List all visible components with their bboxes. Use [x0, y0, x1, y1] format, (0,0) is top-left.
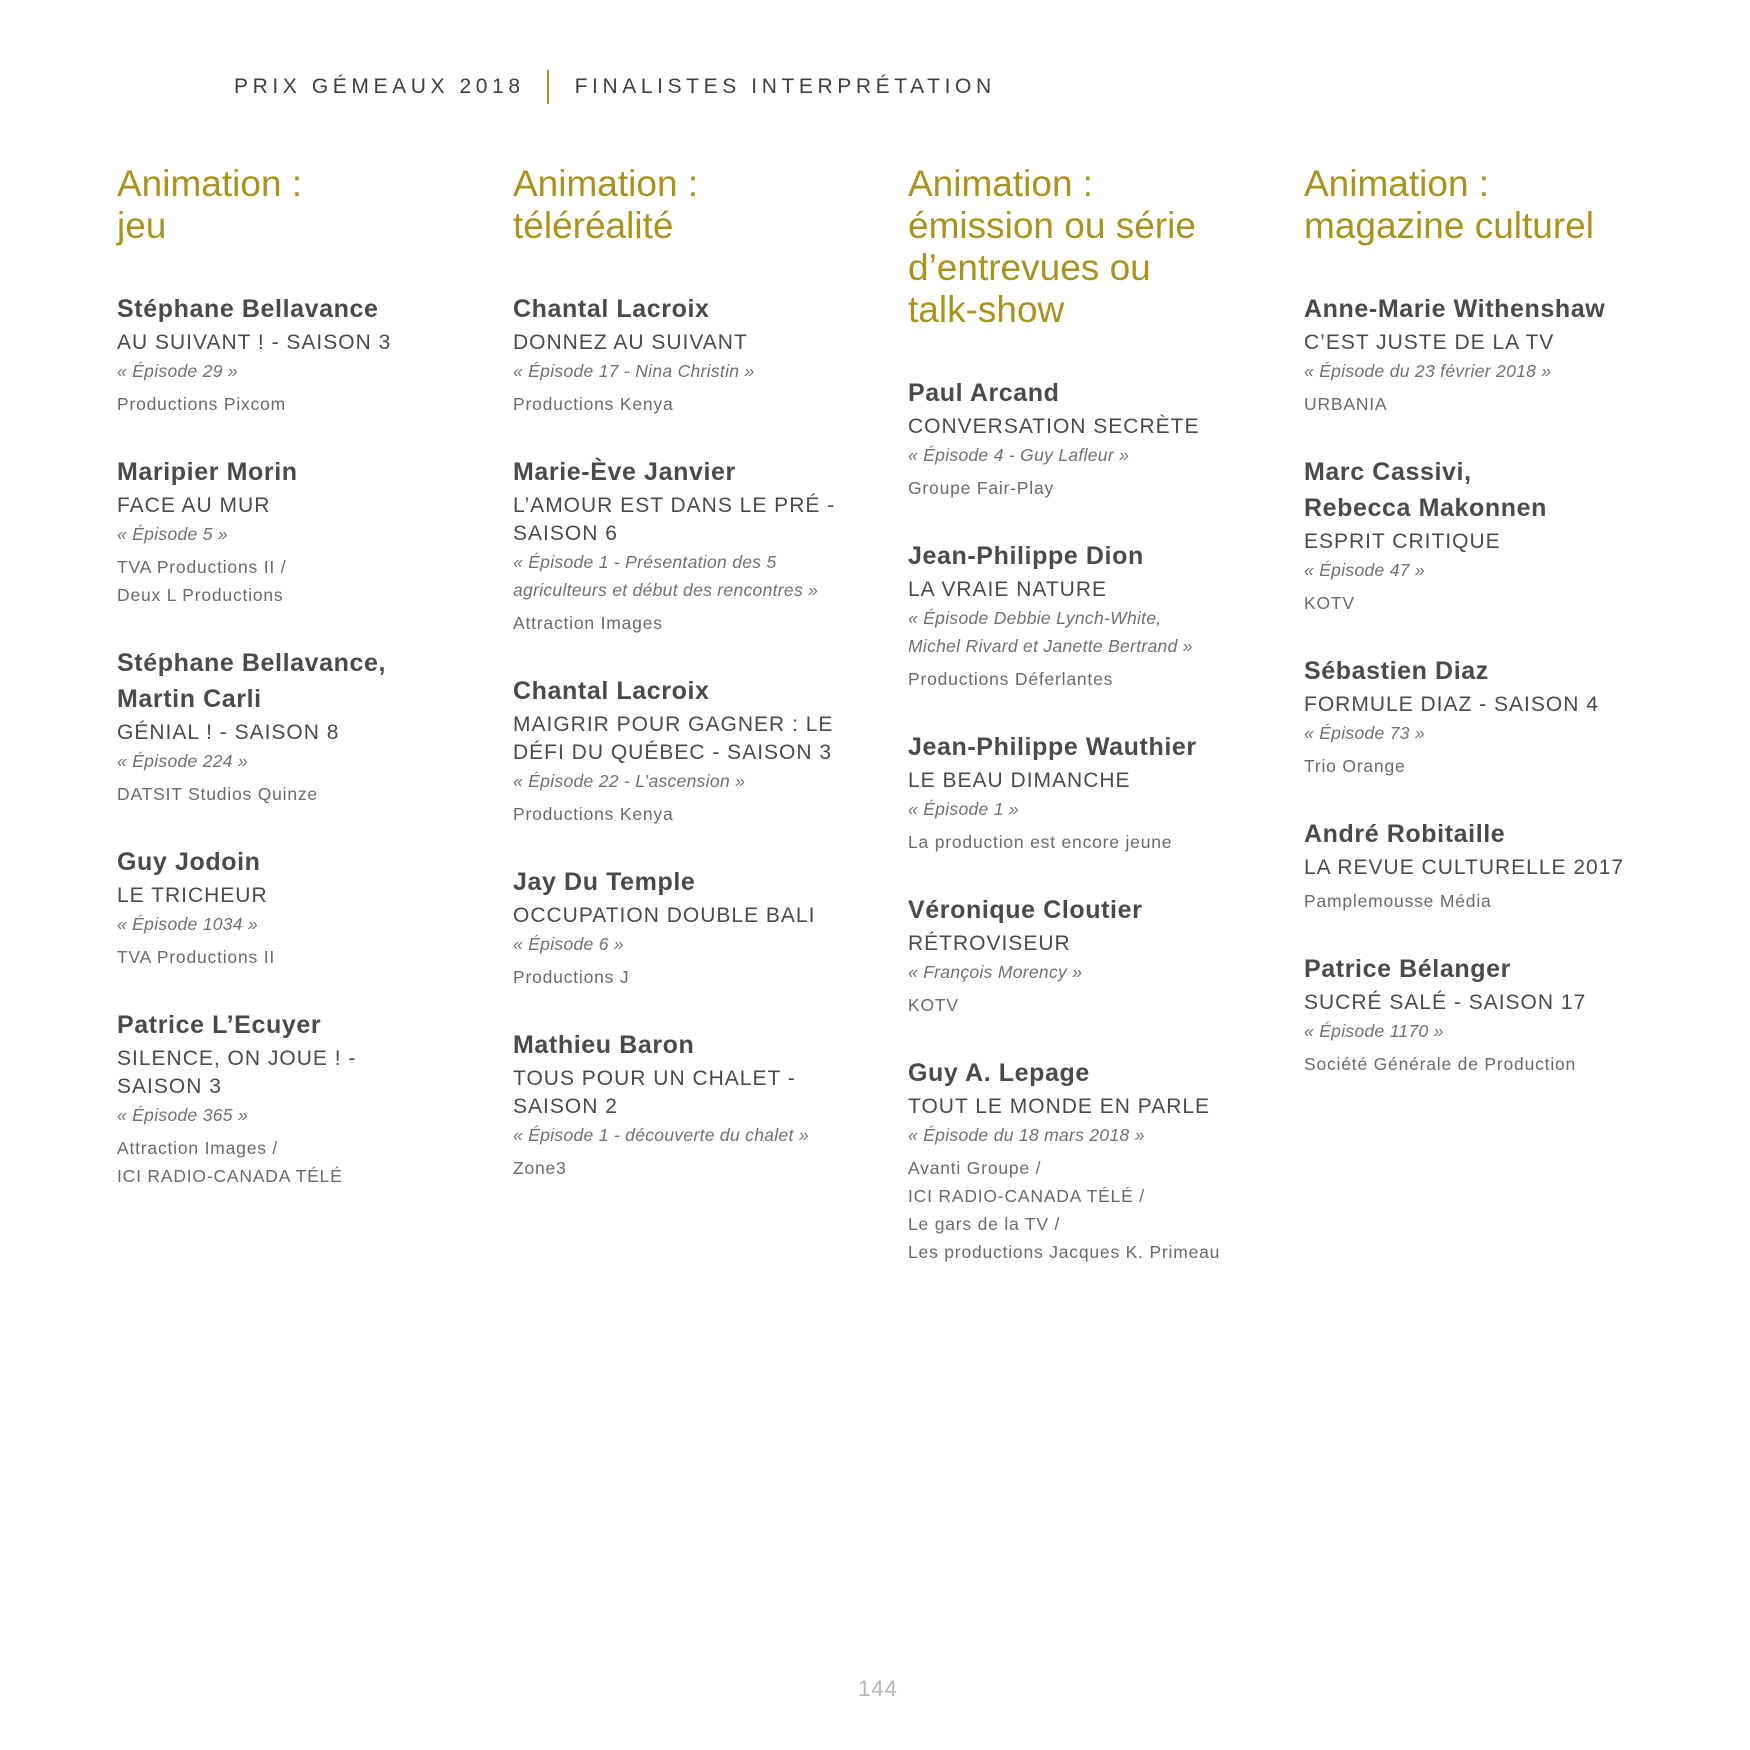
- finalist-name: Sébastien Diaz: [1304, 657, 1489, 685]
- finalist-entry: [1304, 816, 1684, 915]
- episode-title-line: « Épisode 1034 »: [117, 914, 259, 934]
- finalist-name: Jean-Philippe Wauthier: [908, 733, 1197, 761]
- show-title: [513, 492, 893, 548]
- episode-title-line: « Épisode 73 »: [1304, 723, 1425, 743]
- episode-title: [908, 958, 1288, 986]
- production-line: La production est encore jeune: [908, 832, 1173, 852]
- finalist-entry: [117, 844, 497, 971]
- production-line: Zone3: [513, 1158, 567, 1178]
- show-title: [908, 930, 1288, 958]
- production-company: [117, 390, 497, 418]
- finalist-entry: [117, 454, 497, 609]
- finalist-entry: [908, 729, 1288, 856]
- production-line: ICI RADIO-CANADA TÉLÉ: [117, 1166, 343, 1186]
- episode-title: [513, 1121, 893, 1149]
- show-title-line: GÉNIAL ! - SAISON 8: [117, 721, 340, 744]
- episode-title-line: « Épisode 22 - L’ascension »: [513, 771, 746, 791]
- show-title-line: SUCRÉ SALÉ - SAISON 17: [1304, 991, 1587, 1014]
- production-line: Attraction Images /: [117, 1138, 279, 1158]
- category-title-line: Animation :: [513, 163, 699, 204]
- production-company: [1304, 589, 1684, 617]
- episode-title-line: agriculteurs et début des rencontres »: [513, 580, 819, 600]
- production-line: Le gars de la TV /: [908, 1214, 1061, 1234]
- production-line: KOTV: [1304, 593, 1355, 613]
- category-title-line: téléréalité: [513, 205, 674, 246]
- finalist-name: Véronique Cloutier: [908, 896, 1143, 924]
- show-title: [117, 882, 497, 910]
- show-title: [908, 576, 1288, 604]
- production-line: Attraction Images: [513, 613, 663, 633]
- show-title-line: DONNEZ AU SUIVANT: [513, 331, 748, 354]
- episode-title-line: « Épisode 224 »: [117, 751, 248, 771]
- header-section: FINALISTES INTERPRÉTATION: [574, 75, 996, 98]
- episode-title: [1304, 357, 1684, 385]
- finalist-entry: [513, 864, 893, 991]
- production-company: [908, 665, 1288, 693]
- episode-title: [513, 930, 893, 958]
- production-line: Productions Kenya: [513, 394, 674, 414]
- episode-title-line: « Épisode 1 - découverte du chalet »: [513, 1125, 809, 1145]
- episode-title: [908, 441, 1288, 469]
- production-line: Trio Orange: [1304, 756, 1406, 776]
- production-company: [513, 390, 893, 418]
- episode-title: [908, 795, 1288, 823]
- production-line: URBANIA: [1304, 394, 1388, 414]
- episode-title-line: « Épisode du 23 février 2018 »: [1304, 361, 1552, 381]
- category-title: [117, 163, 497, 247]
- finalist-name: André Robitaille: [1304, 820, 1506, 848]
- production-company: [908, 1154, 1288, 1266]
- production-line: TVA Productions II /: [117, 557, 287, 577]
- production-company: [513, 609, 893, 637]
- finalist-entry: [1304, 291, 1684, 418]
- finalist-name: Chantal Lacroix: [513, 295, 710, 323]
- show-title-line: RÉTROVISEUR: [908, 932, 1071, 955]
- episode-title: [117, 1101, 497, 1129]
- show-title: [1304, 691, 1684, 719]
- episode-title-line: « François Morency »: [908, 962, 1083, 982]
- category-column: [1304, 163, 1684, 1114]
- episode-title: [513, 767, 893, 795]
- production-line: Société Générale de Production: [1304, 1054, 1577, 1074]
- finalist-entry: [1304, 454, 1684, 617]
- header-publication: PRIX GÉMEAUX 2018: [234, 75, 525, 98]
- show-title-line: LA REVUE CULTURELLE 2017: [1304, 856, 1625, 879]
- show-title: [1304, 854, 1684, 882]
- show-title-line: SAISON 2: [513, 1095, 618, 1118]
- finalist-name: Maripier Morin: [117, 458, 298, 486]
- show-title-line: LA VRAIE NATURE: [908, 578, 1107, 601]
- finalist-name: Paul Arcand: [908, 379, 1060, 407]
- category-title-line: talk-show: [908, 289, 1065, 330]
- episode-title: [908, 604, 1288, 660]
- show-title-line: OCCUPATION DOUBLE BALI: [513, 904, 816, 927]
- finalist-entry: [908, 375, 1288, 502]
- show-title-line: LE TRICHEUR: [117, 884, 268, 907]
- production-line: Les productions Jacques K. Primeau: [908, 1242, 1221, 1262]
- production-line: Deux L Productions: [117, 585, 284, 605]
- production-line: Groupe Fair-Play: [908, 478, 1055, 498]
- episode-title-line: « Épisode 6 »: [513, 934, 624, 954]
- show-title-line: MAIGRIR POUR GAGNER : LE: [513, 713, 834, 736]
- page-header: [234, 70, 996, 104]
- episode-title-line: « Épisode du 18 mars 2018 »: [908, 1125, 1145, 1145]
- production-line: Productions Kenya: [513, 804, 674, 824]
- production-company: [1304, 752, 1684, 780]
- episode-title: [1304, 1017, 1684, 1045]
- production-company: [117, 1134, 497, 1190]
- category-title-line: magazine culturel: [1304, 205, 1594, 246]
- finalist-entry: [513, 454, 893, 637]
- finalist-name: Marc Cassivi,: [1304, 458, 1472, 486]
- category-title-line: Animation :: [1304, 163, 1490, 204]
- category-title-line: émission ou série: [908, 205, 1196, 246]
- show-title-line: CONVERSATION SECRÈTE: [908, 415, 1200, 438]
- episode-title-line: « Épisode Debbie Lynch-White,: [908, 608, 1162, 628]
- show-title: [1304, 989, 1684, 1017]
- finalist-entry: [513, 1027, 893, 1182]
- episode-title-line: Michel Rivard et Janette Bertrand »: [908, 636, 1193, 656]
- header-divider: [547, 70, 549, 104]
- finalist-name: Patrice L’Ecuyer: [117, 1011, 322, 1039]
- finalist-entry: [513, 291, 893, 418]
- finalist-entry: [1304, 951, 1684, 1078]
- show-title-line: SAISON 6: [513, 522, 618, 545]
- episode-title: [117, 747, 497, 775]
- show-title-line: DÉFI DU QUÉBEC - SAISON 3: [513, 741, 833, 764]
- production-company: [1304, 390, 1684, 418]
- episode-title-line: « Épisode 17 - Nina Christin »: [513, 361, 755, 381]
- production-company: [513, 1154, 893, 1182]
- show-title: [908, 767, 1288, 795]
- show-title: [908, 413, 1288, 441]
- show-title: [513, 711, 893, 767]
- production-line: Productions Déferlantes: [908, 669, 1114, 689]
- episode-title-line: « Épisode 5 »: [117, 524, 228, 544]
- finalist-entry: [908, 538, 1288, 693]
- show-title-line: FORMULE DIAZ - SAISON 4: [1304, 693, 1599, 716]
- finalist-name: Jean-Philippe Dion: [908, 542, 1144, 570]
- finalist-name: Rebecca Makonnen: [1304, 494, 1548, 522]
- production-company: [513, 800, 893, 828]
- show-title: [908, 1093, 1288, 1121]
- production-company: [1304, 887, 1684, 915]
- category-title-line: jeu: [117, 205, 167, 246]
- category-column: [513, 163, 893, 1218]
- finalist-name: Guy Jodoin: [117, 848, 261, 876]
- show-title-line: LE BEAU DIMANCHE: [908, 769, 1131, 792]
- finalist-name: Patrice Bélanger: [1304, 955, 1511, 983]
- finalist-name: Guy A. Lepage: [908, 1059, 1090, 1087]
- finalist-name: Chantal Lacroix: [513, 677, 710, 705]
- production-company: [1304, 1050, 1684, 1078]
- finalist-entry: [117, 1007, 497, 1190]
- show-title-line: L’AMOUR EST DANS LE PRÉ -: [513, 494, 836, 517]
- episode-title-line: « Épisode 1170 »: [1304, 1021, 1444, 1041]
- production-line: DATSIT Studios Quinze: [117, 784, 318, 804]
- finalist-entry: [1304, 653, 1684, 780]
- production-line: Avanti Groupe /: [908, 1158, 1042, 1178]
- finalist-entry: [908, 892, 1288, 1019]
- episode-title: [1304, 556, 1684, 584]
- finalist-name: Anne-Marie Withenshaw: [1304, 295, 1606, 323]
- episode-title: [117, 357, 497, 385]
- page-number: 144: [858, 1676, 898, 1701]
- show-title: [1304, 528, 1684, 556]
- production-line: ICI RADIO-CANADA TÉLÉ /: [908, 1186, 1145, 1206]
- finalist-name: Marie-Ève Janvier: [513, 458, 736, 486]
- episode-title: [117, 520, 497, 548]
- production-line: Productions Pixcom: [117, 394, 287, 414]
- show-title: [117, 329, 497, 357]
- show-title-line: TOUT LE MONDE EN PARLE: [908, 1095, 1211, 1118]
- finalist-name: Mathieu Baron: [513, 1031, 695, 1059]
- production-line: TVA Productions II: [117, 947, 276, 967]
- finalist-name: Stéphane Bellavance: [117, 295, 379, 323]
- category-title: [908, 163, 1288, 331]
- episode-title-line: « Épisode 29 »: [117, 361, 238, 381]
- finalist-name: Stéphane Bellavance,: [117, 649, 387, 677]
- show-title: [117, 1045, 497, 1101]
- episode-title: [513, 548, 893, 604]
- production-company: [908, 474, 1288, 502]
- show-title: [513, 329, 893, 357]
- show-title-line: ESPRIT CRITIQUE: [1304, 530, 1501, 553]
- show-title: [513, 902, 893, 930]
- production-company: [908, 828, 1288, 856]
- finalist-name: Jay Du Temple: [513, 868, 696, 896]
- production-company: [513, 963, 893, 991]
- production-company: [908, 991, 1288, 1019]
- finalist-entry: [117, 291, 497, 418]
- production-line: KOTV: [908, 995, 959, 1015]
- show-title-line: FACE AU MUR: [117, 494, 271, 517]
- show-title-line: C’EST JUSTE DE LA TV: [1304, 331, 1555, 354]
- episode-title-line: « Épisode 4 - Guy Lafleur »: [908, 445, 1130, 465]
- show-title-line: AU SUIVANT ! - SAISON 3: [117, 331, 392, 354]
- finalist-entry: [908, 1055, 1288, 1266]
- finalist-entry: [117, 645, 497, 808]
- category-title: [513, 163, 893, 247]
- episode-title-line: « Épisode 1 - Présentation des 5: [513, 552, 777, 572]
- episode-title: [117, 910, 497, 938]
- production-line: Pamplemousse Média: [1304, 891, 1492, 911]
- finalist-entry: [513, 673, 893, 828]
- show-title: [117, 719, 497, 747]
- episode-title-line: « Épisode 1 »: [908, 799, 1019, 819]
- category-column: [908, 163, 1288, 1302]
- finalist-name: Martin Carli: [117, 685, 262, 713]
- episode-title-line: « Épisode 365 »: [117, 1105, 248, 1125]
- episode-title: [1304, 719, 1684, 747]
- production-company: [117, 553, 497, 609]
- show-title: [1304, 329, 1684, 357]
- show-title: [513, 1065, 893, 1121]
- production-line: Productions J: [513, 967, 630, 987]
- show-title-line: TOUS POUR UN CHALET -: [513, 1067, 796, 1090]
- production-company: [117, 780, 497, 808]
- episode-title-line: « Épisode 47 »: [1304, 560, 1425, 580]
- episode-title: [908, 1121, 1288, 1149]
- show-title: [117, 492, 497, 520]
- category-title-line: Animation :: [908, 163, 1094, 204]
- category-title-line: Animation :: [117, 163, 303, 204]
- show-title-line: SILENCE, ON JOUE ! -: [117, 1047, 357, 1070]
- category-title-line: d’entrevues ou: [908, 247, 1151, 288]
- category-title: [1304, 163, 1684, 247]
- category-column: [117, 163, 497, 1226]
- production-company: [117, 943, 497, 971]
- episode-title: [513, 357, 893, 385]
- show-title-line: SAISON 3: [117, 1075, 222, 1098]
